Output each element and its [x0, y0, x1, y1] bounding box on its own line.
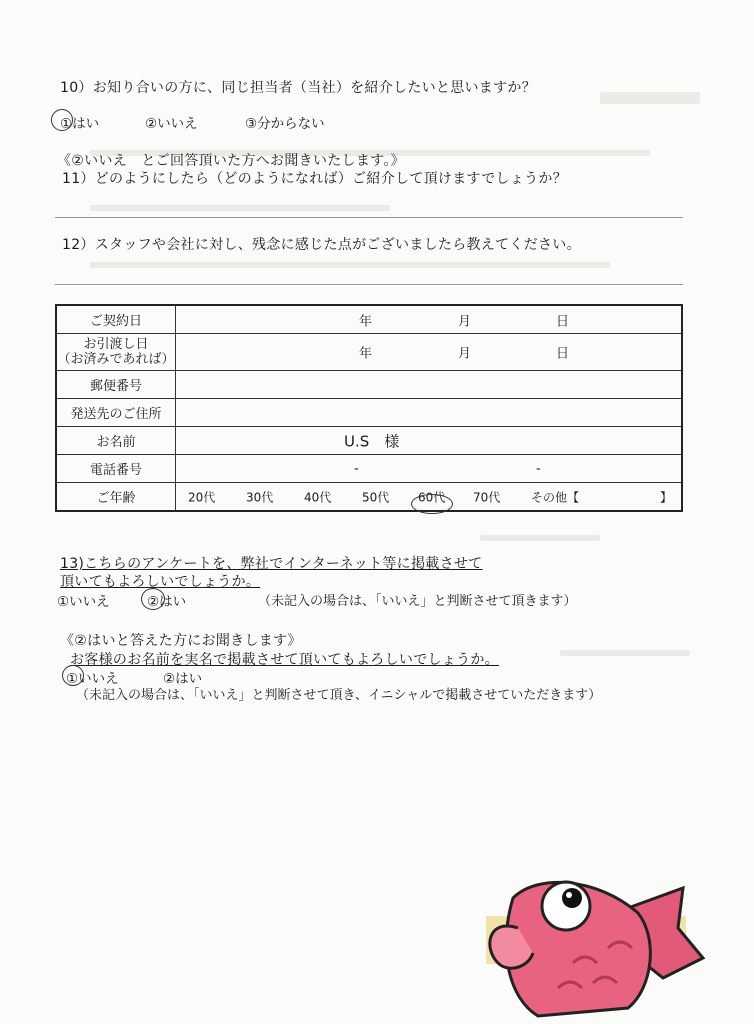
- age-60s-circle-mark: [411, 494, 453, 514]
- q11-text: 11）どのようにしたら（どのようになれば）ご紹介して頂けますでしょうか？: [62, 171, 568, 187]
- q12-text: 12）スタッフや会社に対し、残念に感じた点がございましたら教えてください。: [62, 237, 581, 253]
- age-option-40s[interactable]: 40代: [304, 490, 332, 504]
- contract-month-unit: 月: [458, 314, 472, 329]
- q13-note: （未記入の場合は、「いいえ」と判断させて頂きます）: [258, 594, 577, 609]
- phone-dash-1: -: [354, 461, 359, 476]
- q10-option-no[interactable]: ②いいえ: [145, 116, 198, 132]
- name-value: U.S 様: [344, 432, 400, 450]
- contract-date-field[interactable]: [176, 305, 683, 334]
- contract-day-unit: 日: [556, 314, 570, 329]
- mascot-eye-pupil: [562, 888, 582, 908]
- delivery-year-unit: 年: [359, 346, 373, 362]
- age-option-50s[interactable]: 50代: [362, 490, 390, 504]
- address-field[interactable]: [176, 399, 683, 427]
- age-option-20s[interactable]: 20代: [188, 490, 216, 504]
- q13-text-line2: 頂いてもよろしいでしょうか。: [60, 574, 261, 590]
- q13-text-line1: 13)こちらのアンケートを、弊社でインターネット等に掲載させて: [60, 556, 483, 572]
- sea-bream-mascot-illustration: [478, 868, 710, 1018]
- phone-label: 電話番号: [56, 455, 176, 483]
- age-option-30s[interactable]: 30代: [246, 490, 274, 504]
- q12-answer-line[interactable]: [55, 284, 683, 285]
- q10-option-yes[interactable]: ①はい: [60, 116, 100, 132]
- mascot-eye-highlight: [566, 892, 572, 898]
- postal-code-field[interactable]: [176, 371, 683, 399]
- q14-text: お客様のお名前を実名で掲載させて頂いてもよろしいでしょうか。: [70, 652, 499, 668]
- delivery-date-field[interactable]: [176, 334, 683, 371]
- q13-option-yes[interactable]: ②はい: [147, 594, 187, 610]
- customer-info-form: [55, 304, 683, 512]
- q14-note: （未記入の場合は、「いいえ」と判断させて頂き、イニシャルで掲載させていただきます）: [76, 688, 602, 703]
- q13-yes-circle-mark: [141, 588, 165, 610]
- delivery-day-unit: 日: [556, 346, 570, 362]
- q10-yes-circle-mark: [51, 109, 73, 131]
- name-field[interactable]: [176, 427, 683, 455]
- delivery-date-label: [56, 334, 176, 371]
- postal-code-label: 郵便番号: [56, 371, 176, 399]
- age-option-70s[interactable]: 70代: [473, 490, 501, 504]
- q10-option-unsure[interactable]: ③分からない: [245, 116, 325, 132]
- q11-answer-line[interactable]: [55, 217, 683, 218]
- delivery-month-unit: 月: [458, 346, 472, 362]
- address-label: 発送先のご住所: [56, 399, 176, 427]
- q14-no-circle-mark: [62, 665, 84, 686]
- q10-text: 10）お知り合いの方に、同じ担当者（当社）を紹介したいと思いますか？: [60, 80, 537, 96]
- q11-condition: 《②いいえ とご回答頂いた方へお聞きいたします。》: [57, 153, 405, 169]
- phone-dash-2: -: [536, 461, 541, 476]
- q14-option-no[interactable]: ①いいえ: [66, 671, 119, 687]
- phone-field[interactable]: [176, 455, 683, 483]
- age-label: ご年齢: [56, 483, 176, 512]
- q13-option-no[interactable]: ①いいえ: [57, 594, 110, 610]
- q14-condition: 《②はいと答えた方にお聞きします》: [60, 633, 302, 649]
- q14-option-yes[interactable]: ②はい: [163, 671, 203, 687]
- contract-year-unit: 年: [359, 314, 373, 329]
- age-option-60s[interactable]: 60代: [418, 490, 446, 504]
- age-option-other[interactable]: その他【: [531, 490, 580, 504]
- name-label: お名前: [56, 427, 176, 455]
- age-option-other-close: 】: [660, 490, 673, 504]
- delivery-date-label-line2: （お済みであれば）: [57, 352, 175, 367]
- contract-date-label: ご契約日: [56, 305, 176, 334]
- delivery-date-label-line1: お引渡し日: [83, 337, 149, 352]
